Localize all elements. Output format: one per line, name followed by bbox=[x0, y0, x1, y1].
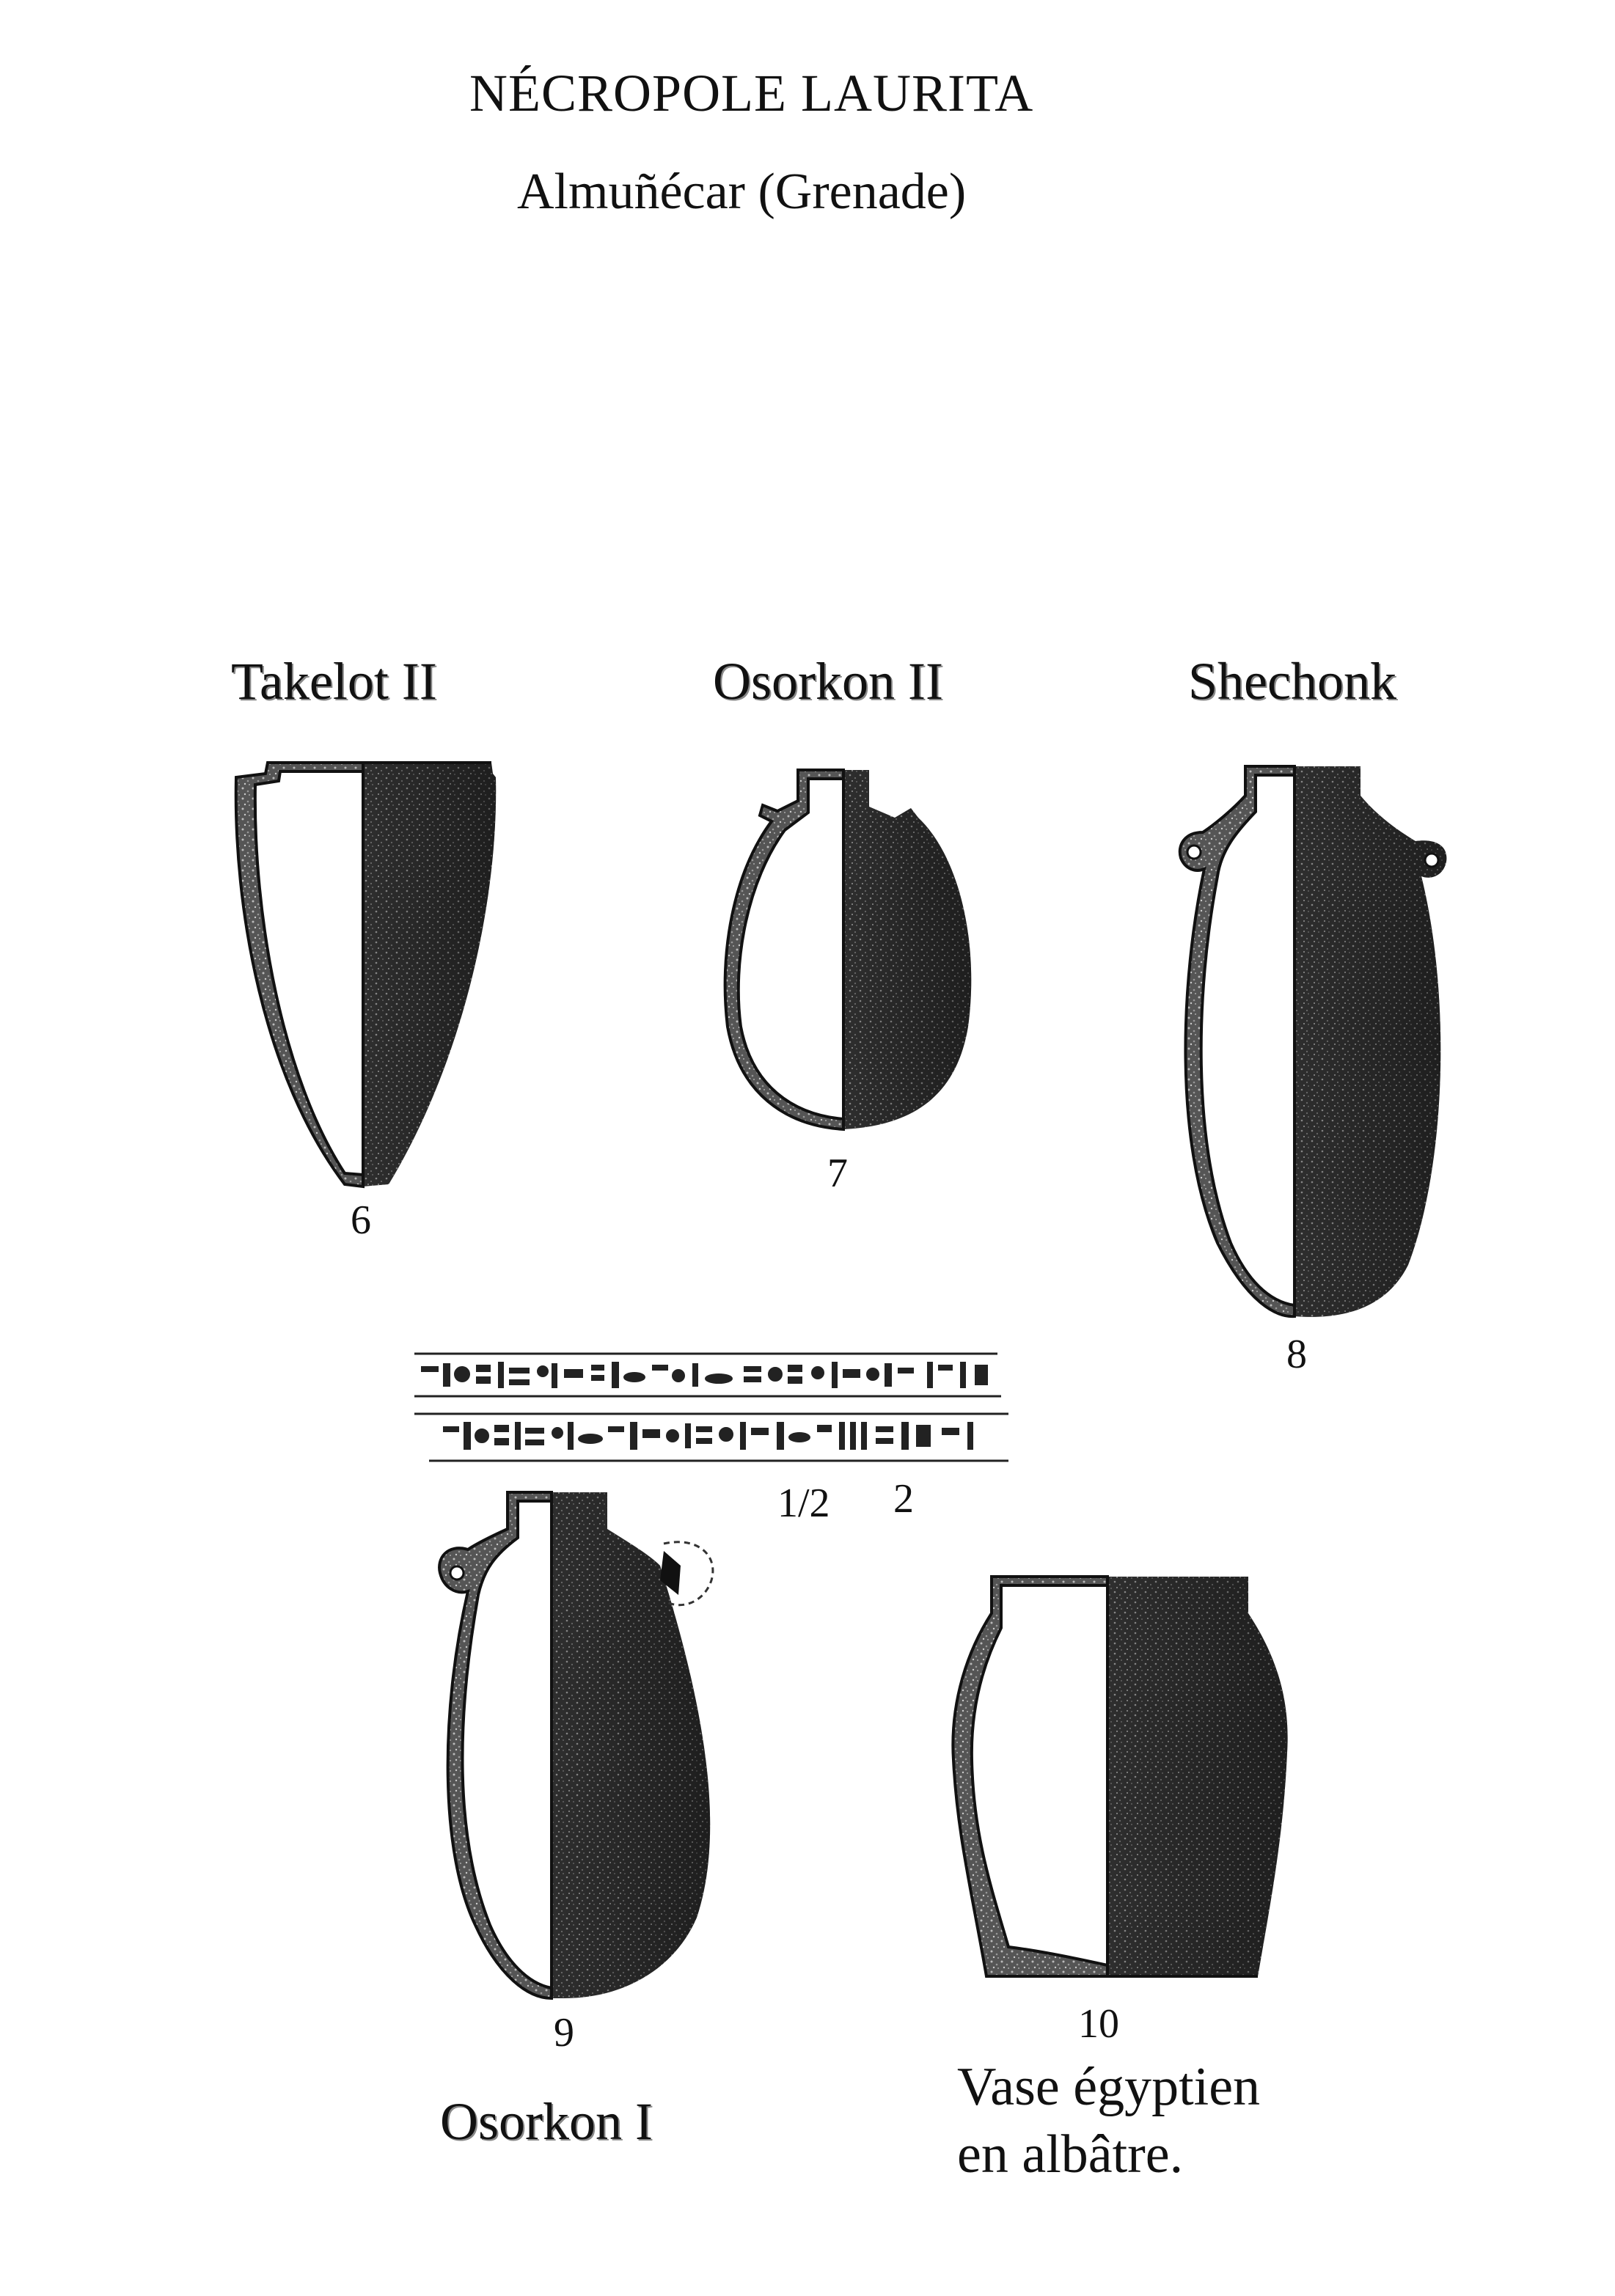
vase-9-drawing bbox=[411, 1485, 733, 2002]
inscription-number: 2 bbox=[893, 1476, 914, 1522]
inscription-scale: 1/2 bbox=[777, 1481, 830, 1526]
vase-6-number: 6 bbox=[351, 1197, 371, 1243]
vase-10-number: 10 bbox=[1078, 2001, 1119, 2047]
vase-7-drawing bbox=[704, 763, 983, 1144]
vase-7-label: Osorkon II bbox=[713, 652, 943, 711]
vase-6-label: Takelot II bbox=[231, 652, 437, 711]
vase-10-caption-line1: Vase égyptien bbox=[957, 2057, 1261, 2117]
vase-8-drawing bbox=[1166, 759, 1474, 1324]
vase-8-number: 8 bbox=[1286, 1332, 1307, 1377]
vase-10-drawing bbox=[928, 1569, 1309, 1987]
vase-10-caption-line2: en albâtre. bbox=[957, 2124, 1184, 2185]
page-title: NÉCROPOLE LAURITA bbox=[469, 64, 1034, 122]
vase-7-number: 7 bbox=[827, 1151, 848, 1196]
hieroglyphic-inscription bbox=[414, 1349, 1016, 1470]
vase-9-number: 9 bbox=[554, 2010, 574, 2055]
vase-6-drawing bbox=[220, 755, 513, 1195]
vase-9-label: Osorkon I bbox=[440, 2092, 653, 2151]
page-subtitle: Almuñécar (Grenade) bbox=[517, 164, 967, 220]
vase-8-label: Shechonk bbox=[1188, 652, 1396, 711]
